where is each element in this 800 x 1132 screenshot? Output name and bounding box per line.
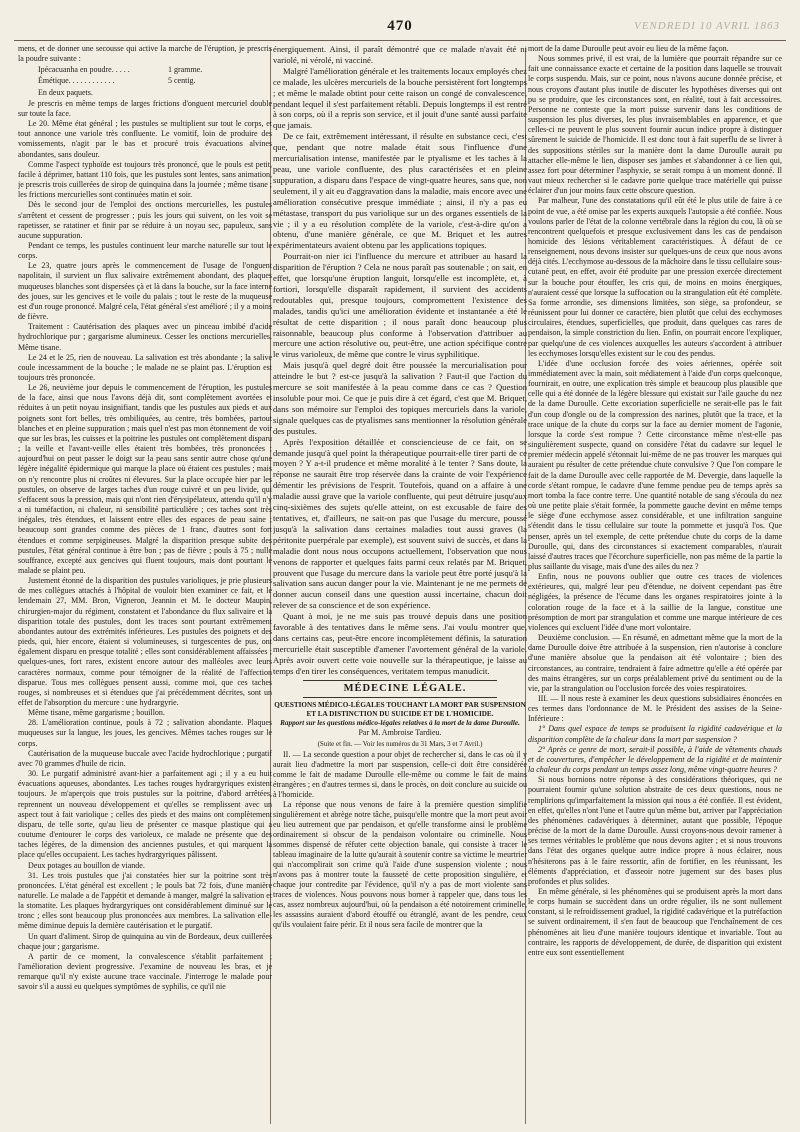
formula-dose: 5 centig. [168,76,196,86]
report-title: Rapport sur les questions médico-légales relatives à la mort de la dame Duroulle. [280,719,520,728]
paragraph: Après l'exposition détaillée et consciencieuse de ce fait, on se demande jusqu'à quel point la thérapeutique pourrait-elle tirer parti de ce moyen ? Y a-t-il prudence et même moralité à le tenter ? Sans doute, la réponse ne saurait être trop réservée dans la crainte de voir l'expérience démentir les prévisions de l'esprit. Toutefois, quand on a affaire à une maladie aussi grave que la variole confluente, qui peut détruire jusqu'aux cinq-sixièmes des sujets qu'elle atteint, on est excusable de faire des tentatives, et, d'ailleurs, ne sait-on pas que l'usage du mercure, poussé jusqu'à la salivation dans certaines maladies tout aussi graves (la péritonite puerpérale par exemple), est souvent suivi de succès, et dans la maladie dont nous nous occupons actuellement, l'observation que nous venons de rapporter et quelques faits parmi ceux relatés par M. Briquet, prouvent que l'usage du mercure dans la variole peut être porté jusqu'à la salivation sans aucun danger pour la vie. Maintenant je ne me permets de donner aucun conseil dans une question aussi incertaine, chacun doit relever de sa conscience et de son expérience. [273,436,527,611]
paragraph: 28. L'amélioration continue, pouls à 72 ; salivation abondante. Plaques muqueuses sur la langue, les joues, les gencives. Mêmes taches rouges sur le corps. [18,718,272,748]
paragraph: Dès le second jour de l'emploi des onctions mercurielles, les pustules s'arrêtent et cessent de progresser ; puis les jours qui suivent, on les voit se rapetisser, se ratatiner et finir par se réduire à un noyau sec, papuleux, sans aucune suppuration. [18,200,272,240]
header-rule [14,40,786,41]
paragraph: Malgré l'amélioration générale et les traitements locaux employés chez ce malade, les ulcères mercuriels de la bouche persistèrent fort longtemps ; et même le malade obtint pour cette raison un congé de convalescence, pendant lequel il s'est parfaitement rétabli. Depuis longtemps il est rentré à son corps, où il a repris son service, et il jouit d'une santé aussi parfaite que jamais. [273,65,527,131]
paragraph: Pendant ce temps, les pustules continuent leur marche naturelle sur tout le corps. [18,240,272,261]
formula-name: Ipécacuanha en poudre. . . . . [38,65,130,75]
paragraph: Un quart d'aliment. Sirop de quinquina au vin de Bordeaux, deux cuillerées chaque jour ; gargarisme. [18,931,272,951]
question-2: 2° Après ce genre de mort, serait-il possible, à l'aide de vêtements chauds et de couvertures, d'empêcher le développement de la rigidité et de maintenir la chaleur du corps pendant un temps assez long, même vingt-quatre heures ? [528,744,782,775]
paragraph: Si nous bornions notre réponse à des considérations théoriques, qui ne pourraient fournir qu'une solution abstraite de ces deux questions, nous ne remplirions qu'imparfaitement la mission qui nous a été confiée. Il est évident, en effet, qu'elles n'ont l'une et l'autre qu'un même but, arriver par l'appréciation des phénomènes cadavériques à déterminer, autant que possible, l'époque précise de la mort de la dame Duroulle. Aussi croyons-nous devoir ramener à ses termes véritables le problème que nous devons agiter ; et si nous trouvons dans l'état des organes quelque autre indice propre à nous éclairer, nous n'hésiterons pas à le faire ressortir, afin de fortifier, en les réunissant, les éléments d'appréciation, et d'asseoir notre jugement sur des bases plus profondes et plus solides. [528,775,782,886]
paragraph: Le 26, neuvième jour depuis le commencement de l'éruption, les pustules de la face, ainsi que nous l'avons déjà dit, sont complètement avortées et réduites à un petit noyau insignifiant, tandis que les pustules aux pieds et aux poignets sont fort belles, très ombiliquées, au centre, très bombées, partout blanches et en pleine suppuration ; mais quel n'est pas mon étonnement de voir que sur les bras, les cuisses et la poitrine les pustules ont complètement disparu ; la veille et l'avant-veille elles étaient très bombées, très prononcées ; aujourd'hui on peut passer le doigt sur la peau sans sentir autre chose qu'une légère inégalité épidermique qui marque la place où étaient ces pustules ; mais on n'y rencontre plus ni croûtes ni élevures. Sur la place occupée hier par les pustules, on observe de larges taches d'un rouge cuivré et un peu livide, qui s'effacent sous la pression, mais qui n'ont rien d'érysipélateux, attendu qu'il n'y a ni tuméfaction, ni chaleur, ni sensibilité particulière ; ces taches sont très inégales, très étendues, et laissent entre elles des espaces de peau saine ; beaucoup sont grandes comme des pièces de 1 franc, d'autres sont fort étendues et comme serpigineuses. Malgré la disparition presque subite des pustules, l'état général continue à être bon ; pas de fièvre ; pouls à 75 ; nulle souffrance, excepté aux gencives qui fluent toujours, mais dont pourtant le malade se plaint peu. [18,383,272,575]
paragraph: Mais jusqu'à quel degré doit être poussée la mercurialisation pour atteindre le but ? est-ce jusqu'à la salivation ? Faut-il que l'action du mercure se soit manifestée à la peau comme dans ce cas ? Question insoluble pour moi. Ce que je puis dire à cet égard, c'est que M. Briquet, dans son mémoire sur l'emploi des topiques mercuriels dans la variole, signale quelques cas de ptyalismes sans mentionner la résolution générale des pustules. [273,360,527,436]
paragraph: En même générale, si les phénomènes qui se produisent après la mort dans le corps humain se succèdent dans un ordre régulier, ils ne sont nullement constant, si le refroidissement graduel, la rigidité cadavérique et la putréfaction se suivent ordinairement, il s'en faut de beaucoup que l'enchaînement de ces phénomènes ait lieu d'une manière toujours identique et invariable. Tout au contraire, les rapports de développement, de durée, de disparition qui existent entre eux sont essentiellement [528,886,782,957]
formula-line [38,65,272,75]
paragraph: 30. Le purgatif administré avant-hier a parfaitement agi ; il y a eu huit évacuations aqueuses, abondantes. Les taches rouges hydrargyriques existent toujours. Je m'aperçois que trois pustules sur la poitrine, d'abord arrêtées, reprennent un nouveau développement et qu'elles se remplissent avec un aspect tout à fait variolique ; celles des pieds et des mains ont complètement disparu, de telle sorte, qu'au lieu de présenter ce masque plastique qui a coutume d'entourer le corps des varioleux, ce malade ne présente que des taches légères, de la dimension des anciennes pustules, et qui marquent la place qu'elles occupaient. Les taches hydrargyriques pâlissent. [18,769,272,860]
page-number: 470 [387,18,413,34]
question-1: 1° Dans quel espace de temps se produisent la rigidité cadavérique et la disparition complète de la chaleur dans la mort par suspension ? [528,724,782,744]
paragraph: mort de la dame Duroulle peut avoir eu lieu de la même façon. [528,44,729,53]
paragraph: De ce fait, extrêmement intéressant, il résulte en substance ceci, c'est que, pendant que notre malade était sous l'influence d'une mercurialisation intense, manifestée par le ptyalisme et les taches à la peau, une variole confluente, des plus caractérisées et en pleine suppuration, a disparu dans l'espace de vingt-quatre heures, sans que, non seulement, il y ait eu d'aggravation dans la maladie, mais encore avec une amélioration consécutive presque immédiate ; ainsi, il n'y a pas eu métastase, transport du pus variolique sur un des organes essentiels de la vie ; il y a eu résolution complète de la variole, c'est-à-dire qu'on a obtenu, d'une manière générale, ce que M. Briquet et les autres expérimentateurs avaient obtenu par les applications topiques. [273,131,527,251]
column-3 [528,44,782,1124]
paragraph: L'idée d'une occlusion forcée des voies aériennes, opérée soit immédiatement avec la main, soit médiatement à l'aide d'un corps quelconque, fournirait, en outre, une explication très simple et beaucoup plus plausible que celle qui a été donnée de la légère blessure qui existait sur l'aile gauche du nez de la dame Duroulle. Cette excoriation superficielle ne serait-elle pas le fait d'un coup d'ongle ou de la compression des narines, plutôt que la trace, et la trace unique de la chute du corps sur la face au dernier moment de l'agonie, lorsque la corde s'est rompue ? Cette circonstance même n'est-elle pas singulièrement suspecte, quand on considère l'état du cadavre sur lequel le premier médecin appelé s'étonnait lui-même de ne pas trouver les marques qui auraient pu résulter de cette prétendue chute convulsive ? Que l'on compare le fait de la dame Duroulle avec celle rapportée de M. Devergie, dans laquelle la corde s'étant rompue, le cadavre d'une femme pendue peu de temps après sa mort tomba la face contre terre. Une quantité notable de sang s'écoula du nez où une petite plaie s'était formée, la pommette gauche devint en même temps le siège d'une ecchymose assez considérable, et une infiltration sanguine s'étendit dans le tissu cellulaire sur toute la pommette et jusqu'à l'os. Que penser, après un tel exemple, de cette prétendue chute du corps de la dame Duroulle, qui, dans des circonstances si exactement comparables, n'aurait laissé d'autres traces que l'écorchure superficielle, non pas même de la partie la plus saillante du visage, mais d'une des ailes du nez ? [528,358,782,571]
paragraph: mens, et de donner une secousse qui active la marche de l'éruption, je prescris la poudre suivante : [18,44,272,64]
paragraph: A partir de ce moment, la convalescence s'établit parfaitement ; l'amélioration devient progressive. J'examine de nouveau les bras, et je remarque qu'il n'y existe aucune trace vaccinale. J'interroge le malade pour savoir s'il a aussi eu quelques symptômes de syphilis, ce qu'il nie [18,951,272,992]
paragraph: Je prescris en même temps de larges frictions d'onguent mercuriel double sur toute la face. [18,98,272,118]
paragraph: Cautérisation de la muqueuse buccale avec l'acide hydrochlorique ; purgatif avec 70 grammes d'huile de ricin. [18,748,272,768]
formula-name: Émétique. . . . . . . . . . . . [38,76,115,86]
paragraph: Le 24 et le 25, rien de nouveau. La salivation est très abondante ; la salive coule incessamment de la bouche ; le malade ne se plaint pas. L'éruption est toujours très prononcée. [18,352,272,382]
paragraph: Justement étonné de la disparition des pustules varioliques, je prie plusieurs de mes collègues attachés à l'hôpital de vouloir bien examiner ce fait, et le lendemain 27, MM. Bron, Vigneron, Jeannin et M. le docteur Maupin, chirurgien-major du régiment, constatent et l'abondance du flux salivaire et la disparition totale des pustules, dont les traces sont pourtant extrêmement abondantes autour des extrémités inférieures. Les pustules des poignets et des pieds, qui, hier encore, étaient si volumineuses, si turgescentes de pus, ont également disparu en presque totalité ; elles sont considérablement affaissées ; quelques-unes, fort rares, existent encore autour des malléoles avec leurs caractères normaux, comme pour témoigner de la réalité de l'affection disparue. Tous mes collègues pensent aussi, comme moi, que ces taches rouges, si nombreuses et si étendues que j'ai précédemment décrites, sont un effet de l'absorption du mercure : une hydrargyrie. [18,576,272,707]
paragraph: Par malheur, l'une des constatations qu'il eût été le plus utile de faire à ce point de vue, a été omise par les experts auxquels l'autopsie a été confiée. Nous voulons parler de l'état de la colonne vertébrale dans la région du cou, là où se rencontrent quelquefois et presque exclusivement dans les cas de pendaison homicide des lésions véritablement caractéristiques. À défaut de ce renseignement, nous devons insister sur quelques-uns de ceux que nous avons déjà cités. L'ecchymose au-dessous de la mâchoire dans le tissu cellulaire sous-cutané peut, en effet, avoir été produite par une pression exercée directement sur la bouche pour étouffer, les cris qui, de moins en moins énergiques, n'auraient cessé que lorsque la suffocation ou la strangulation eût été complète. Sa forme arrondie, ses dimensions limitées, son siège, sa profondeur, se réunissent pour lui donner ce caractère, bien plutôt que celui des ecchymoses circulaires, étendues, superficielles, que produit, dans quelques cas rares de pendaison, la simple constriction du lien. Enfin, on pourrait encore l'expliquer, par quelqu'une de ces violences auxquelles les auteurs s'accordent à attribuer les ecchymoses lorsqu'elles existent sur le cou des pendus. [528,196,782,358]
formula-line [38,76,272,86]
paragraph: La réponse que nous venons de faire à la première question simplifie singulièrement et abrège notre tâche, puisqu'elle montre que la mort peut avoir eu lieu autrement que par pendaison, et qu'elle transforme ainsi le problème ordinairement si obscur de la pendaison volontaire ou criminelle. Nous sommes dispensé de réfuter cette objection banale, qui consiste à tracer le tableau imaginaire de la lutte qu'aurait à soutenir contre sa victime le meurtrier qui n'accomplirait son crime qu'à l'aide d'une suspension violente ; nous n'avons pas à montrer toute la fausseté de cette proposition singulière, et chaque jour contredite par l'évidence, qu'il n'y a pas de mort violente sans traces de violences. Nous pouvons nous borner à rappeler que, dans tous les cas, assez nombreux aujourd'hui, où la pendaison a été notoirement criminelle, les assassins auraient d'abord étouffé ou étranglé, avant de les pendre, ceux qu'ils voulaient faire périr. Et il nous sera facile de montrer que la [273,800,527,930]
paragraph: Pourrait-on nier ici l'influence du mercure et attribuer au hasard la disparition de l'éruption ? Cela ne nous paraît pas soutenable ; on sait, en effet, que lorsqu'une éruption languit, lorsqu'elle est incomplète, et, à fortiori, lorsqu'elle disparaît rapidement, il survient des accidents redoutables qui, presque toujours, compromettent l'existence des malades, tandis qu'ici une amélioration évidente et instantanée a été le résultat de cette disparition ; il nous paraît donc beaucoup plus raisonnable, beaucoup plus conforme à l'observation d'attribuer au mercure une action résolutive ou, peut-être, une action spécifique contre le virus varioleux, de même que contre le virus syphilitique. [273,251,527,360]
paragraph: 31. Les trois pustules que j'ai constatées hier sur la poitrine sont très prononcées. L'état général est excellent ; le pouls bat 72 fois, d'une manière naturelle. Le malade a de l'appétit et demande à manger, malgré la salivation et la stomatite. Les plaques hydrargyriques ont considérablement diminué sur le tronc ; elles sont beaucoup plus prononcées aux membres. La salivation elle-même diminue depuis la dernière cautérisation et le purgatif. [18,870,272,931]
paragraph: Enfin, nous ne pouvons oublier que outre ces traces de violences extérieures, qui, malgré leur peu d'étendue, ne doivent cependant pas être négligées, la présence de l'écume dans les organes respiratoires jointe à la coloration rouge de la face et à la saillie de la langue, constitue une présomption de mort par strangulation et comme une marque intérieure de ces violences qui excluent l'idée d'une mort volontaire. [528,572,782,632]
page-header [0,0,800,44]
paragraph: Quant à moi, je ne me suis pas trouvé depuis dans une position favorable à des tentatives dans le même sens. J'ai voulu montrer que, dans certains cas, peut-être encore incomplètement définis, la saturation mercurielle était susceptible d'amener l'avortement général de la variole. Après avoir ouvert cette voie nouvelle sur la thérapeutique, je laisse au temps d'en tirer les conséquences, veritatem tempus manudicit. [273,611,527,676]
column-1 [18,44,272,1124]
faint-banner: VENDREDI 10 AVRIL 1863 [633,20,780,32]
paragraph: II. — La seconde question a pour objet de rechercher si, dans le cas où il y aurait lieu d'admettre la mort par suspension, celle-ci doit être considérée comme le fait de madame Duroulle elle-même ou comme le fait de mains étrangères ; en d'autres termes si, dans le procès, on doit conclure au suicide ou à l'homicide. [273,750,527,800]
paragraph: Deux potages au bouillon de viande. [28,860,145,870]
paragraph: Deuxième conclusion. — En résumé, en admettant même que la mort de la dame Duroulle doive être attribuée à la suspension, rien n'autorise à conclure d'une manière absolue que la pendaison ait été volontaire ; bien des circonstances, au contraire, tendraient à faire admettre qu'elle a été opérée par des mains étrangères, sur un corps préalablement privé du sentiment ou de la vie, par la strangulation ou l'occlusion forcée des voies respiratoires. [528,633,782,693]
column-2 [273,44,527,1124]
formula-line: En deux paquets. [38,87,93,97]
section-title: MÉDECINE LÉGALE. [343,682,467,694]
paragraph: Le 23, quatre jours après le commencement de l'usage de l'onguent napolitain, il survient un flux salivaire extrêmement abondant, des plaques muqueuses blanches sont dispersées çà et là dans la bouche, sur la face interne des joues, sur les gencives et le voile du palais ; tout le reste de la muqueuse est d'un rouge prononcé. Malgré cela, l'état général s'est amélioré ; il y a moins de fièvre. [18,261,272,322]
paragraph: Le 20. Même état général ; les pustules se multiplient sur tout le corps, et tout annonce une variole très confluente. Le vomitif, loin de produire des vomissements, n'agit par le bas et procuré trois évacuations alvines abondantes, sans douleur. [18,119,272,159]
section-rule [303,697,497,698]
section-subtitle: QUESTIONS MÉDICO-LÉGALES TOUCHANT LA MORT PAR SUSPENSION ET LA DISTINCTION DU SUICIDE ET DE L'HOMICIDE. [274,701,526,719]
continuation-note: (Suite et fin. — Voir les numéros du 31 Mars, 3 et 7 Avril.) [317,740,483,749]
paragraph: Nous sommes privé, il est vrai, de la lumière que pourrait répandre sur ce fait une connaissance exacte et certaine de la position dans laquelle se trouvait le corps suspendu. Mais, sur ce point, nous n'avons aucune donnée précise, et nous croyons d'autant plus inutile de discuter les hypothèses diverses qui ont pu se produire, que les circonstances sont, en réalité, tout à fait accessoires. Personne ne conteste que la mort puisse survenir dans les conditions de suspension les plus diverses, les plus invraisemblables en apparence, et que celles-ci ne peuvent le plus souvent fournir aucun indice propre à distinguer sûrement le suicide de l'homicide. Il est donc tout à fait superflu de se livrer à des suppositions stériles sur la manière dont la dame Duroulle aurait pu attacher elle-même le lien, disposer ses jambes et s'abandonner à ce lien qui, assez fort pour déterminer l'asphyxie, se serait rompu à un moment donné. Il vaut mieux rechercher si le cadavre porte quelque trace matérielle qui puisse éclairer d'un jour moins faux cette obscure question. [528,54,782,196]
paragraph: Même tisane, même gargarisme ; bouillon. [28,708,165,718]
formula-dose: 1 gramme. [168,65,203,75]
author-line: Par M. Ambroise Tardieu. [358,728,442,738]
paragraph: III. — Il nous reste à examiner les deux questions subsidiaires énoncées en ces termes dans l'ordonnance de M. le Président des assises de la Seine-Inférieure : [528,694,782,724]
section-rule [303,680,497,681]
paragraph: Traitement : Cautérisation des plaques avec un pinceau imbibé d'acide hydrochlorique pur ; gargarisme alumineux. Cesser les onctions mercurielles. Même tisane. [18,322,272,352]
paragraph: Comme l'aspect typhoïde est toujours très prononcé, que le pouls est petit, facile à déprimer, battant 110 fois, que les pustules sont lentes, sans animation, je prescris trois cuillerées de sirop de quinquina dans la journée ; même tisane ; les frictions mercurielles sont continuées matin et soir. [18,159,272,200]
paragraph: énergiquement. Ainsi, il paraît démontré que ce malade n'avait été ni variolé, ni vérolé, ni vacciné. [273,44,527,65]
